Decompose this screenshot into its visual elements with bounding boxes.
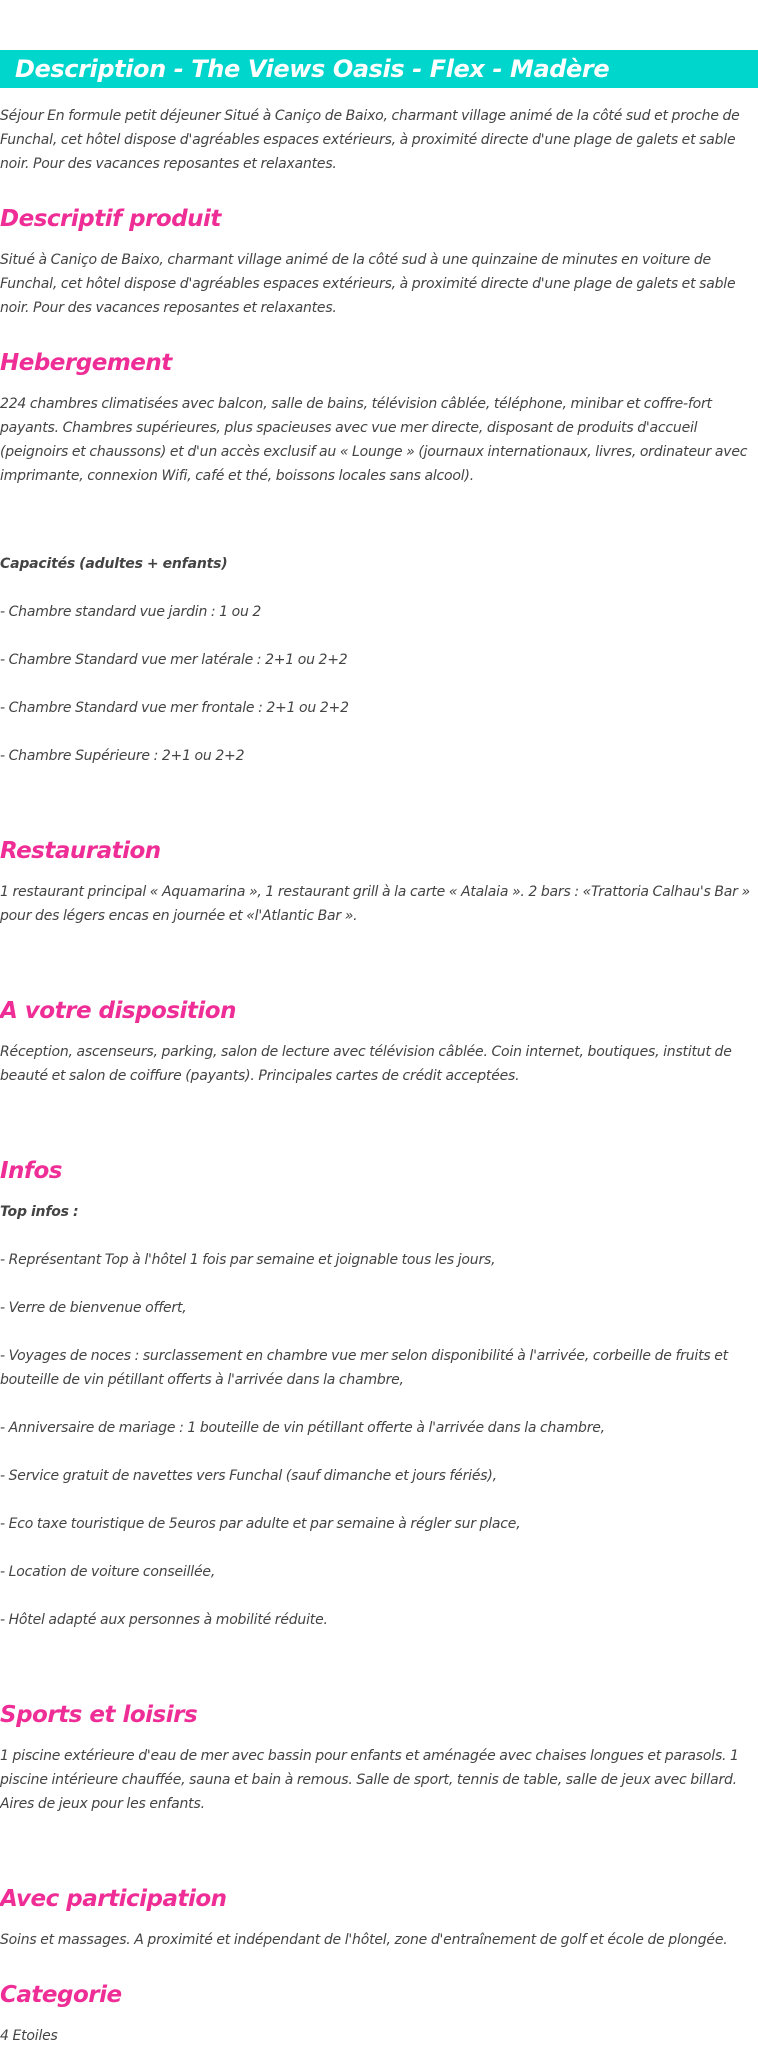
categorie-section xyxy=(0,1980,758,2010)
info-item: - Représentant Top à l'hôtel 1 fois par semaine et joignable tous les jours, xyxy=(0,1252,496,1268)
info-item: - Eco taxe touristique de 5euros par adulte et par semaine à régler sur place, xyxy=(0,1516,521,1532)
participation-body xyxy=(0,1928,758,1952)
info-item: - Location de voiture conseillée, xyxy=(0,1564,216,1580)
categorie-text: 4 Etoiles xyxy=(0,2028,58,2044)
info-item: - Voyages de noces : surclassement en chambre vue mer selon disponibilité à l'arrivée, corbeille de fruits et bouteille de vin pétillant offerts à l'arrivée dans la chambre, xyxy=(0,1348,728,1388)
hebergement-heading: Hebergement xyxy=(0,350,172,376)
participation-heading: Avec participation xyxy=(0,1886,227,1912)
categorie-body xyxy=(0,2024,758,2048)
capacity-item: - Chambre Supérieure : 2+1 ou 2+2 xyxy=(0,748,245,764)
intro-section xyxy=(0,104,758,176)
restauration-section xyxy=(0,836,758,866)
page-title: Description - The Views Oasis - Flex - Madère xyxy=(15,55,610,83)
top-infos-label: Top infos : xyxy=(0,1204,79,1220)
descriptif-body xyxy=(0,248,758,320)
disposition-section xyxy=(0,996,758,1026)
infos-heading: Infos xyxy=(0,1158,62,1184)
participation-text: Soins et massages. A proximité et indépendant de l'hôtel, zone d'entraînement de golf et école de plongée. xyxy=(0,1932,728,1948)
info-item: - Hôtel adapté aux personnes à mobilité réduite. xyxy=(0,1612,328,1628)
descriptif-section xyxy=(0,204,758,234)
restauration-body xyxy=(0,880,758,928)
capacity-item: - Chambre standard vue jardin : 1 ou 2 xyxy=(0,604,262,620)
disposition-text: Réception, ascenseurs, parking, salon de lecture avec télévision câblée. Coin internet, boutiques, institut de beauté et salon de coiffure (payants). Principales cartes de crédit acceptées. xyxy=(0,1044,732,1084)
participation-section xyxy=(0,1884,758,1914)
hebergement-section xyxy=(0,348,758,378)
restauration-heading: Restauration xyxy=(0,838,161,864)
sports-heading: Sports et loisirs xyxy=(0,1702,198,1728)
info-item: - Anniversaire de mariage : 1 bouteille de vin pétillant offerte à l'arrivée dans la chambre, xyxy=(0,1420,605,1436)
sports-section xyxy=(0,1700,758,1730)
categorie-heading: Categorie xyxy=(0,1982,122,2008)
intro-text: Séjour En formule petit déjeuner Situé à Caniço de Baixo, charmant village animé de la côté sud et proche de Funchal, cet hôtel dispose d'agréables espaces extérieurs, à proximité directe d'une plage de galets et sable noir. Pour des vacances reposantes et relaxantes. xyxy=(0,108,740,172)
capacity-item: - Chambre Standard vue mer frontale : 2+1 ou 2+2 xyxy=(0,700,349,716)
disposition-heading: A votre disposition xyxy=(0,998,236,1024)
sports-text: 1 piscine extérieure d'eau de mer avec bassin pour enfants et aménagée avec chaises longues et parasols. 1 piscine intérieure chauffée, sauna et bain à remous. Salle de sport, tennis de table, salle de jeux avec billard. Aires de jeux pour les enfants. xyxy=(0,1748,739,1812)
infos-section xyxy=(0,1156,758,1186)
capacities-label: Capacités (adultes + enfants) xyxy=(0,556,228,572)
disposition-body xyxy=(0,1040,758,1088)
hebergement-text: 224 chambres climatisées avec balcon, salle de bains, télévision câblée, téléphone, minibar et coffre-fort payants. Chambres supérieures, plus spacieuses avec vue mer directe, disposant de produits d'accueil (peignoirs et chaussons) et d'un accès exclusif au « Lounge » (journaux internationaux, livres, ordinateur avec imprimante, connexion Wifi, café et thé, boissons locales sans alcool). xyxy=(0,396,748,484)
title-banner xyxy=(0,50,758,88)
sports-body xyxy=(0,1744,758,1816)
restauration-text: 1 restaurant principal « Aquamarina », 1 restaurant grill à la carte « Atalaia ». 2 bars : «Trattoria Calhau's Bar » pour des légers encas en journée et «l'Atlantic Bar ». xyxy=(0,884,750,924)
capacity-item: - Chambre Standard vue mer latérale : 2+1 ou 2+2 xyxy=(0,652,348,668)
info-item: - Verre de bienvenue offert, xyxy=(0,1300,187,1316)
hebergement-body xyxy=(0,392,758,488)
info-item: - Service gratuit de navettes vers Funchal (sauf dimanche et jours fériés), xyxy=(0,1468,497,1484)
descriptif-text: Situé à Caniço de Baixo, charmant village animé de la côté sud à une quinzaine de minutes en voiture de Funchal, cet hôtel dispose d'agréables espaces extérieurs, à proximité directe d'une plage de galets et sable noir. Pour des vacances reposantes et relaxantes. xyxy=(0,252,736,316)
descriptif-heading: Descriptif produit xyxy=(0,206,221,232)
